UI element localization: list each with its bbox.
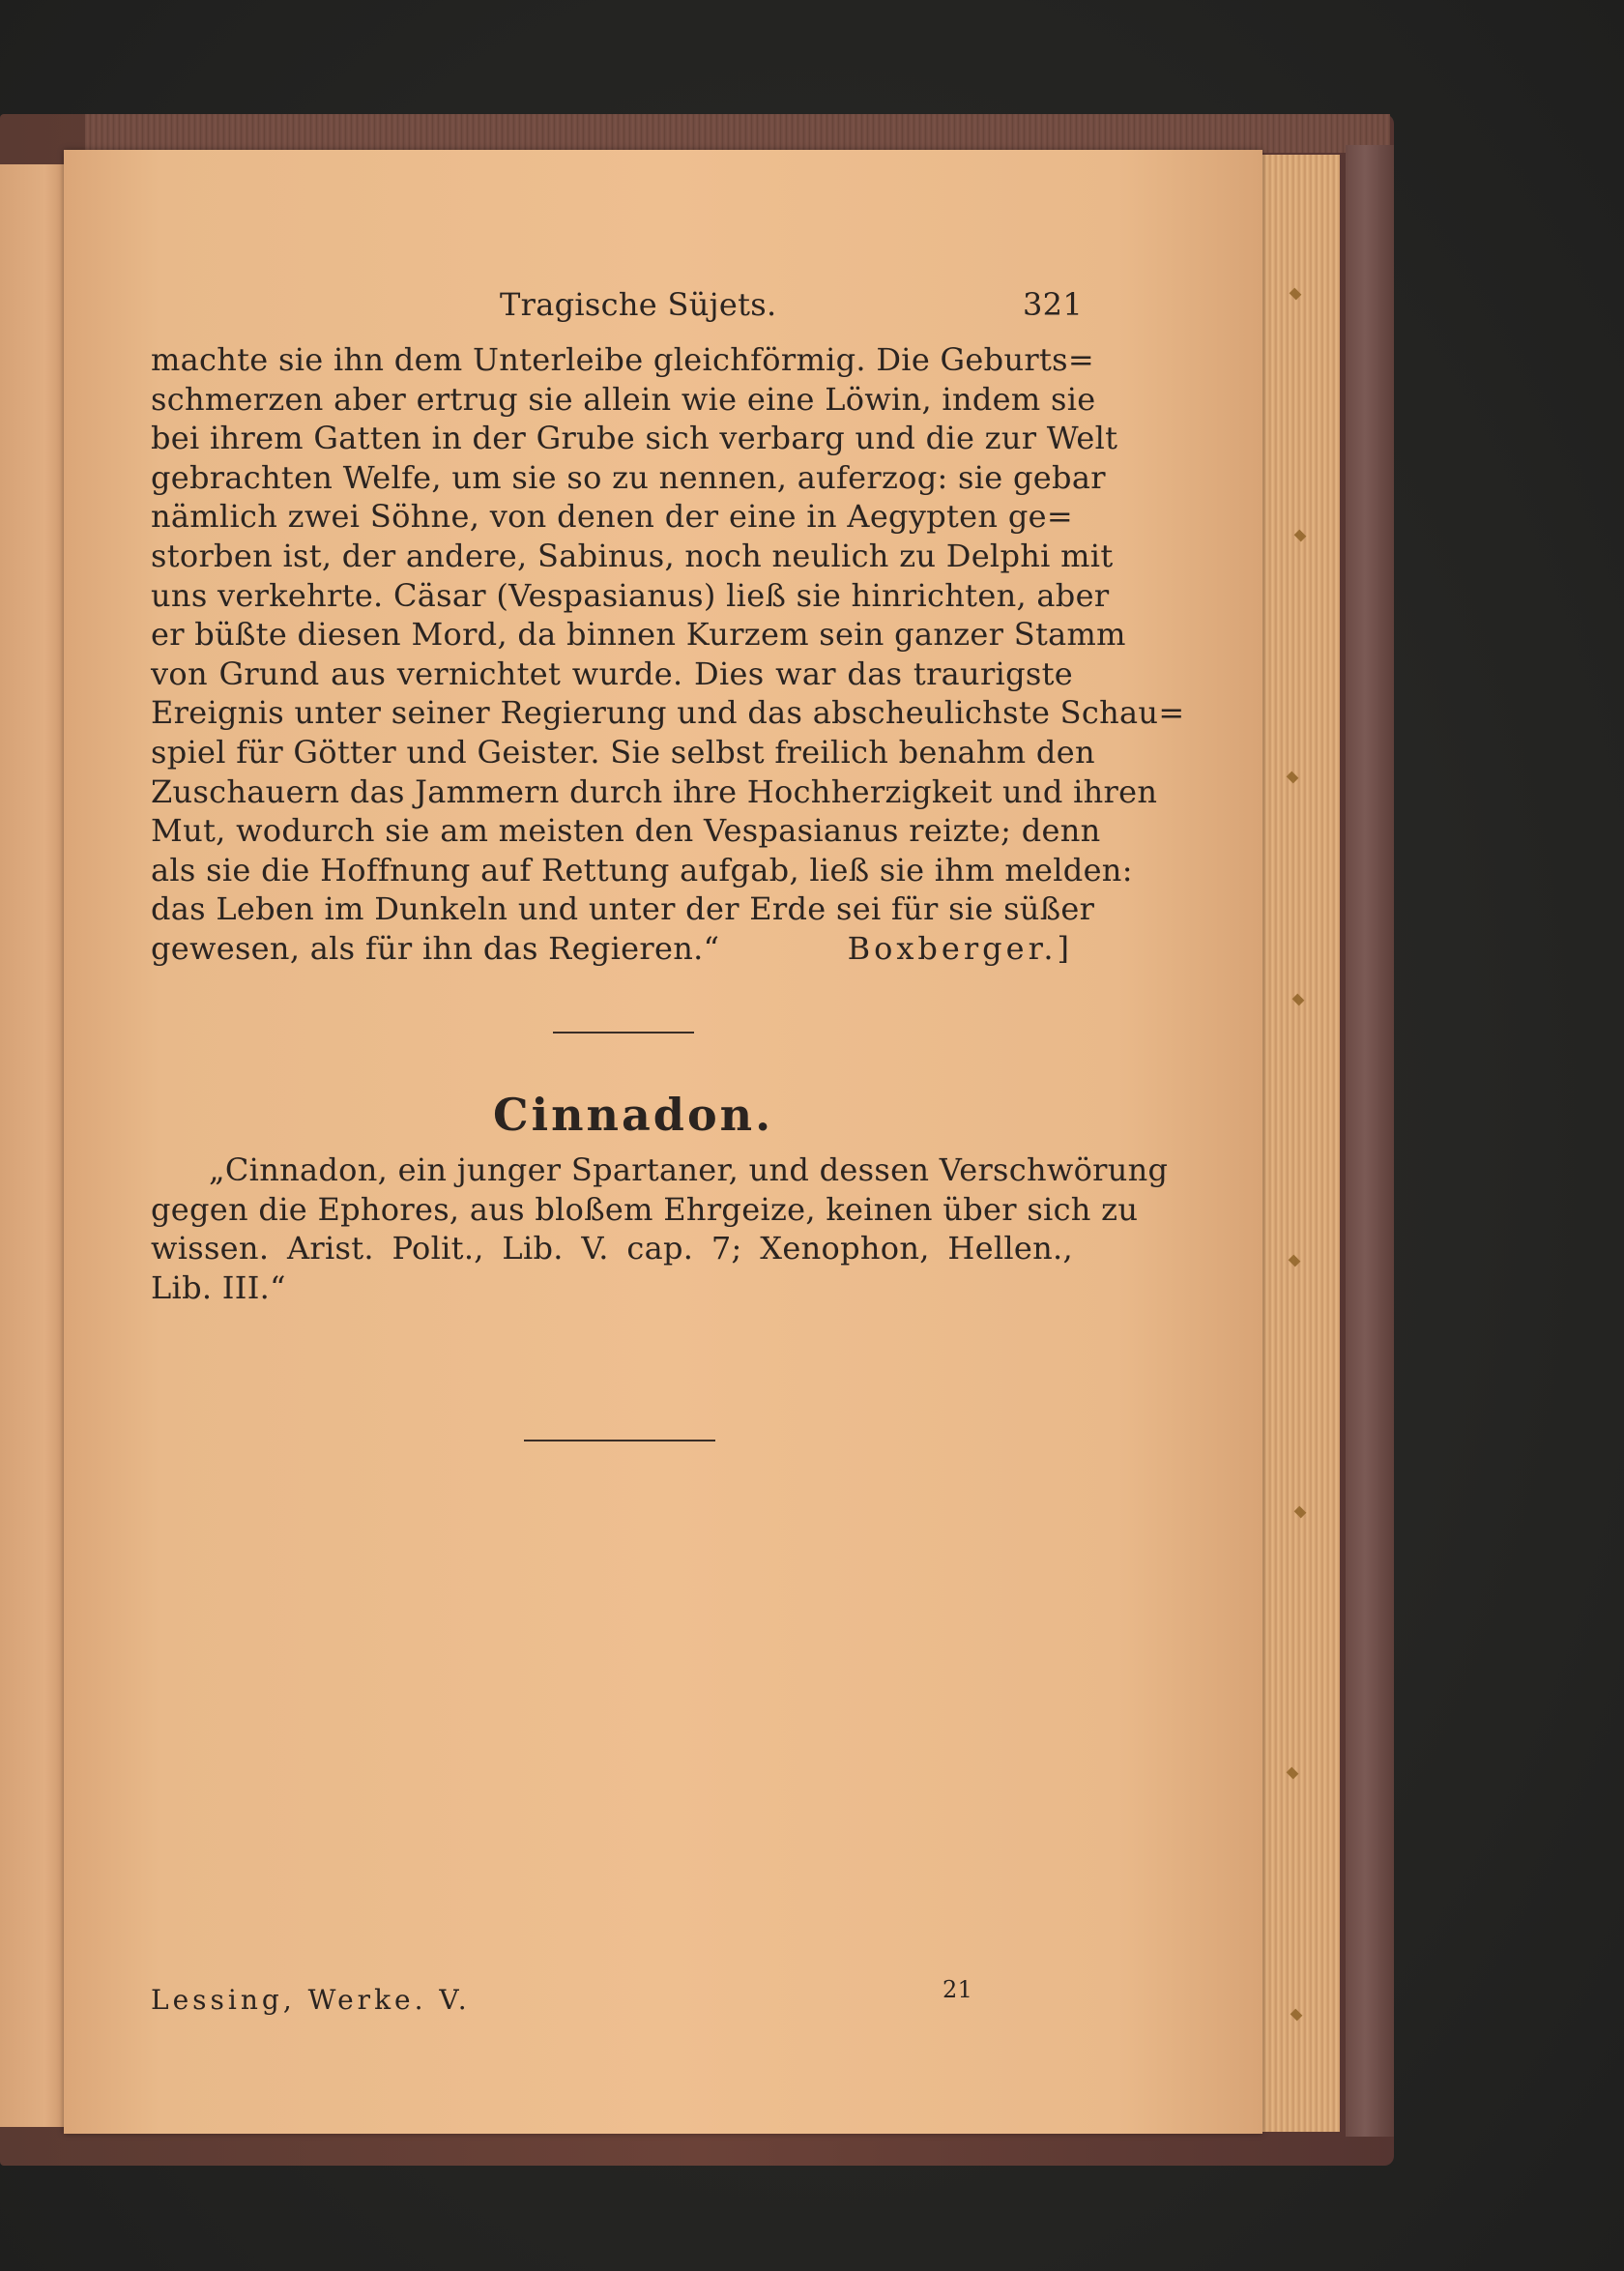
- footer-signature-left: Lessing, Werke. V.: [151, 1984, 471, 2016]
- body-text: [151, 340, 1185, 969]
- body-line: als sie die Hoffnung auf Rettung aufgab, ließ sie ihm melden:: [151, 851, 1133, 888]
- body-line: nämlich zwei Söhne, von denen der eine in Aegypten ge=: [151, 498, 1073, 536]
- cover-top-edge: [85, 114, 1390, 153]
- page-number: 321: [1023, 286, 1083, 323]
- source-author: Boxberger.]: [847, 929, 1073, 967]
- body-line: storben ist, der andere, Sabinus, noch neulich zu Delphi mit: [151, 537, 1114, 574]
- body-line: Zuschauern das Jammern durch ihre Hochherzigkeit und ihren: [151, 772, 1158, 810]
- body-line: schmerzen aber ertrug sie allein wie eine Löwin, indem sie: [151, 380, 1096, 418]
- section-divider-top: [553, 1032, 694, 1034]
- body-line: spiel für Götter und Geister. Sie selbst freilich benahm den: [151, 733, 1095, 771]
- body-line: gebrachten Welfe, um sie so zu nennen, auferzog: sie gebar: [151, 458, 1106, 496]
- body-line: bei ihrem Gatten in der Grube sich verbarg und die zur Welt: [151, 420, 1118, 457]
- section-divider-bottom: [524, 1440, 715, 1441]
- quote-line: „Cinnadon, ein junger Spartaner, und dessen Verschwörung: [209, 1151, 1169, 1188]
- cover-right-edge: [1346, 145, 1394, 2137]
- body-line: machte sie ihn dem Unterleibe gleichförmig. Die Geburts=: [151, 341, 1094, 378]
- footer-signature-mark: 21: [942, 1976, 973, 2003]
- quote-last-line: Lib. III.“: [151, 1268, 286, 1306]
- body-line: er büßte diesen Mord, da binnen Kurzem sein ganzer Stamm: [151, 616, 1126, 654]
- running-head: Tragische Süjets.: [500, 286, 777, 323]
- body-last-line-text: gewesen, als für ihn das Regieren.“: [151, 929, 720, 967]
- quote-line: gegen die Ephores, aus bloßem Ehrgeize, keinen über sich zu: [151, 1190, 1139, 1228]
- body-last-line: [151, 929, 1073, 969]
- quote-line: wissen. Arist. Polit., Lib. V. cap. 7; Xenophon, Hellen.,: [151, 1230, 1073, 1267]
- body-line: das Leben im Dunkeln und unter der Erde sei für sie süßer: [151, 890, 1095, 928]
- body-line: Mut, wodurch sie am meisten den Vespasianus reizte; denn: [151, 812, 1101, 850]
- body-line: uns verkehrte. Cäsar (Vespasianus) ließ sie hinrichten, aber: [151, 576, 1110, 614]
- quote-text: [151, 1150, 1169, 1307]
- body-line: Ereignis unter seiner Regierung und das abscheulichste Schau=: [151, 694, 1185, 732]
- section-heading: Cinnadon.: [493, 1089, 774, 1141]
- body-line: von Grund aus vernichtet wurde. Dies war das traurigste: [151, 655, 1073, 692]
